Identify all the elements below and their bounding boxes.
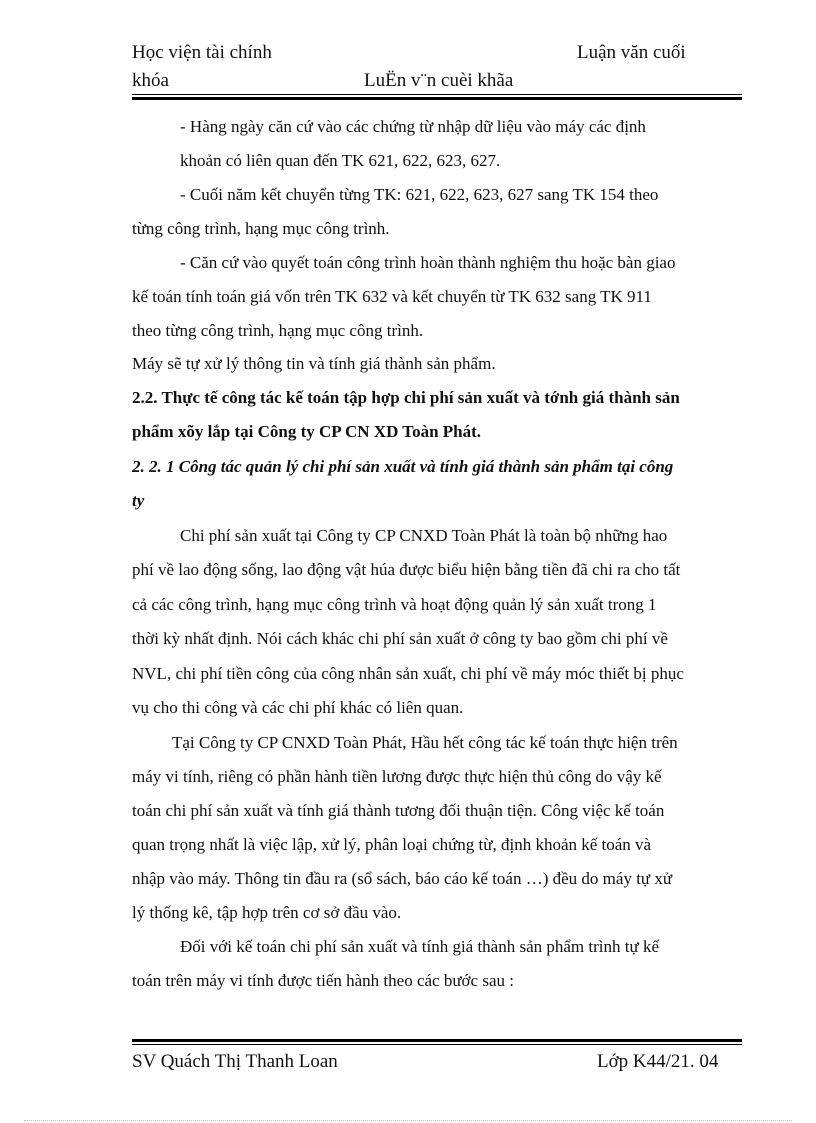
header-doc-type: Luận văn cuối — [577, 42, 686, 63]
section-heading: phẩm xõy lắp tại Công ty CP CN XD Toàn Phát. — [132, 422, 482, 441]
text-line: từng công trình, hạng mục công trình. — [132, 219, 390, 238]
text-line: toán trên máy vi tính được tiến hành theo các bước sau : — [132, 971, 514, 990]
footer-rule-thick — [132, 1039, 742, 1042]
header-school: Học viện tài chính — [132, 42, 272, 63]
text-line: - Căn cứ vào quyết toán công trình hoàn thành nghiệm thu hoặc bàn giao — [180, 253, 676, 272]
header-rule-thin — [132, 94, 742, 95]
section-heading: 2.2. Thực tế công tác kế toán tập hợp chi phí sản xuất và tớnh giá thành sản — [132, 388, 680, 407]
subsection-heading: 2. 2. 1 Công tác quản lý chi phí sản xuất và tính giá thành sản phẩm tại công — [132, 457, 674, 476]
text-line: Đối với kế toán chi phí sản xuất và tính giá thành sản phẩm trình tự kế — [180, 937, 659, 956]
text-line: lý thống kê, tập hợp trên cơ sở đầu vào. — [132, 903, 402, 922]
footer-class: Lớp K44/21. 04 — [597, 1051, 719, 1072]
text-line: NVL, chi phí tiền công của công nhân sản xuất, chi phí về máy móc thiết bị phục — [132, 664, 684, 683]
text-line: Máy sẽ tự xử lý thông tin và tính giá thành sản phẩm. — [132, 354, 496, 373]
text-line: phí về lao động sống, lao động vật húa được biểu hiện bằng tiền đã chi ra cho tất — [132, 560, 681, 579]
subsection-heading: ty — [132, 491, 145, 510]
header-doc-type-cont: khóa — [132, 70, 169, 91]
text-line: - Hàng ngày căn cứ vào các chứng từ nhập dữ liệu vào máy các định — [180, 117, 646, 136]
footer-rule-thin — [132, 1044, 742, 1045]
text-line: cả các công trình, hạng mục công trình và hoạt động quản lý sản xuất trong 1 — [132, 595, 657, 614]
page-bottom-dotted-line — [24, 1120, 792, 1121]
text-line: vụ cho thi công và các chi phí khác có liên quan. — [132, 698, 464, 717]
footer-student-name: SV Quách Thị Thanh Loan — [132, 1051, 338, 1072]
text-line: - Cuối năm kết chuyển từng TK: 621, 622, 623, 627 sang TK 154 theo — [180, 185, 659, 204]
text-line: Tại Công ty CP CNXD Toàn Phát, Hầu hết công tác kế toán thực hiện trên — [172, 733, 678, 752]
text-line: thời kỳ nhất định. Nói cách khác chi phí sản xuất ở công ty bao gồm chi phí về — [132, 629, 668, 648]
header-garbled-title: LuËn v¨n cuèi khãa — [364, 70, 514, 91]
text-line: Chi phí sản xuất tại Công ty CP CNXD Toàn Phát là toàn bộ những hao — [180, 526, 668, 545]
text-line: nhập vào máy. Thông tin đầu ra (sổ sách, báo cáo kế toán …) đều do máy tự xử — [132, 869, 673, 888]
text-line: máy vi tính, riêng có phần hành tiền lương được thực hiện thủ công do vậy kế — [132, 767, 662, 786]
header-rule-thick — [132, 97, 742, 100]
text-line: quan trọng nhất là việc lập, xử lý, phân loại chứng từ, định khoản kế toán và — [132, 835, 652, 854]
text-line: khoản có liên quan đến TK 621, 622, 623, 627. — [180, 151, 501, 170]
text-line: toán chi phí sản xuất và tính giá thành tương đối thuận tiện. Công việc kế toán — [132, 801, 665, 820]
text-line: kế toán tính toán giá vốn trên TK 632 và kết chuyển từ TK 632 sang TK 911 — [132, 287, 652, 306]
text-line: theo từng công trình, hạng mục công trình. — [132, 321, 424, 340]
